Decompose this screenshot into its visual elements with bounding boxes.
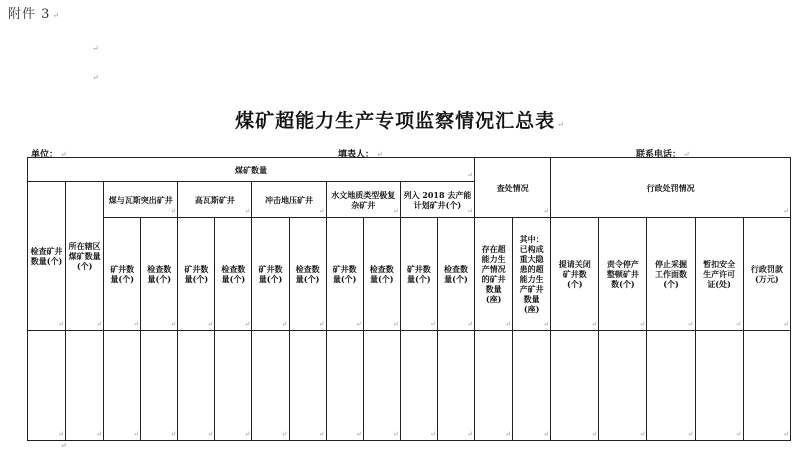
data-cell[interactable]: ↵ — [551, 331, 599, 441]
coal-count-header: 煤矿数量 ↵ — [28, 158, 475, 182]
filler-label: 填表人： ↵ — [338, 150, 383, 160]
data-cell[interactable]: ↵ — [215, 331, 252, 441]
mine-count-subheader: 矿井数量(个) ↵ — [104, 218, 141, 331]
stopped-faces-header: 停止采掘工作面数(个) ↵ — [647, 218, 695, 331]
inspected-mines-header: 检查矿井数量(个) ↵ — [28, 182, 66, 331]
overcapacity-mines-header: 存在超能力生产情况的矿井数量(座) ↵ — [475, 218, 513, 331]
data-cell[interactable]: ↵ — [141, 331, 178, 441]
data-cell[interactable]: ↵ — [400, 331, 437, 441]
paragraph-mark: ↵ — [92, 73, 99, 82]
fines-header: 行政罚款(万元) ↵ — [743, 218, 790, 331]
document-title: 煤矿超能力生产专项监察情况汇总表 ↵ — [235, 110, 565, 132]
mine-count-subheader: 矿井数量(个) ↵ — [178, 218, 215, 331]
data-cell[interactable]: ↵ — [743, 331, 790, 441]
table-row — [28, 331, 791, 441]
mine-count-subheader: 矿井数量(个) ↵ — [326, 218, 363, 331]
unit-label: 单位： ↵ — [31, 150, 67, 160]
phone-label: 联系电话： ↵ — [636, 150, 690, 160]
data-cell[interactable]: ↵ — [326, 331, 363, 441]
category-outburst-mines: 煤与瓦斯突出矿井 ↵ — [104, 182, 178, 218]
violations-header: 查处情况 ↵ — [475, 158, 551, 218]
attachment-label: 附件 3 ↵ — [8, 7, 61, 22]
summary-table — [27, 157, 791, 441]
data-cell[interactable]: ↵ — [647, 331, 695, 441]
inspected-count-subheader: 检查数量(个) ↵ — [437, 218, 474, 331]
data-cell[interactable]: ↵ — [513, 331, 551, 441]
inspected-count-subheader: 检查数量(个) ↵ — [363, 218, 400, 331]
data-cell[interactable]: ↵ — [363, 331, 400, 441]
inspected-count-subheader: 检查数量(个) ↵ — [215, 218, 252, 331]
mine-count-subheader: 矿井数量(个) ↵ — [400, 218, 437, 331]
data-cell[interactable]: ↵ — [104, 331, 141, 441]
major-hazard-mines-header: 其中：已构成重大隐患的超能力生产矿井数量(座) ↵ — [513, 218, 551, 331]
inspected-count-subheader: 检查数量(个) ↵ — [141, 218, 178, 331]
data-cell[interactable]: ↵ — [599, 331, 647, 441]
paragraph-mark: ↵ — [92, 44, 99, 53]
mine-count-subheader: 矿井数量(个) ↵ — [252, 218, 289, 331]
data-cell[interactable]: ↵ — [178, 331, 215, 441]
data-cell[interactable]: ↵ — [252, 331, 289, 441]
data-cell[interactable]: ↵ — [289, 331, 326, 441]
closure-requests-header: 提请关闭矿井数(个) ↵ — [551, 218, 599, 331]
data-cell[interactable]: ↵ — [695, 331, 743, 441]
category-high-gas-mines: 高瓦斯矿井 ↵ — [178, 182, 252, 218]
paragraph-mark: ↵ — [60, 441, 67, 450]
data-cell[interactable]: ↵ — [475, 331, 513, 441]
license-suspensions-header: 暂扣安全生产许可证(处) ↵ — [695, 218, 743, 331]
admin-penalty-header: 行政处罚情况 ↵ — [551, 158, 791, 218]
data-cell[interactable]: ↵ — [28, 331, 66, 441]
data-cell[interactable]: ↵ — [66, 331, 104, 441]
category-rockburst-mines: 冲击地压矿井 ↵ — [252, 182, 326, 218]
category-complex-hydrogeology-mines: 水文地质类型极复杂矿井 ↵ — [326, 182, 400, 218]
inspected-count-subheader: 检查数量(个) ↵ — [289, 218, 326, 331]
category-capacity-reduction-mines: 列入 2018 去产能计划矿井(个) ↵ — [400, 182, 474, 218]
data-cell[interactable]: ↵ — [437, 331, 474, 441]
suspension-orders-header: 责令停产整顿矿井数(个) ↵ — [599, 218, 647, 331]
area-mines-header: 所在辖区煤矿数量(个) ↵ — [66, 182, 104, 331]
